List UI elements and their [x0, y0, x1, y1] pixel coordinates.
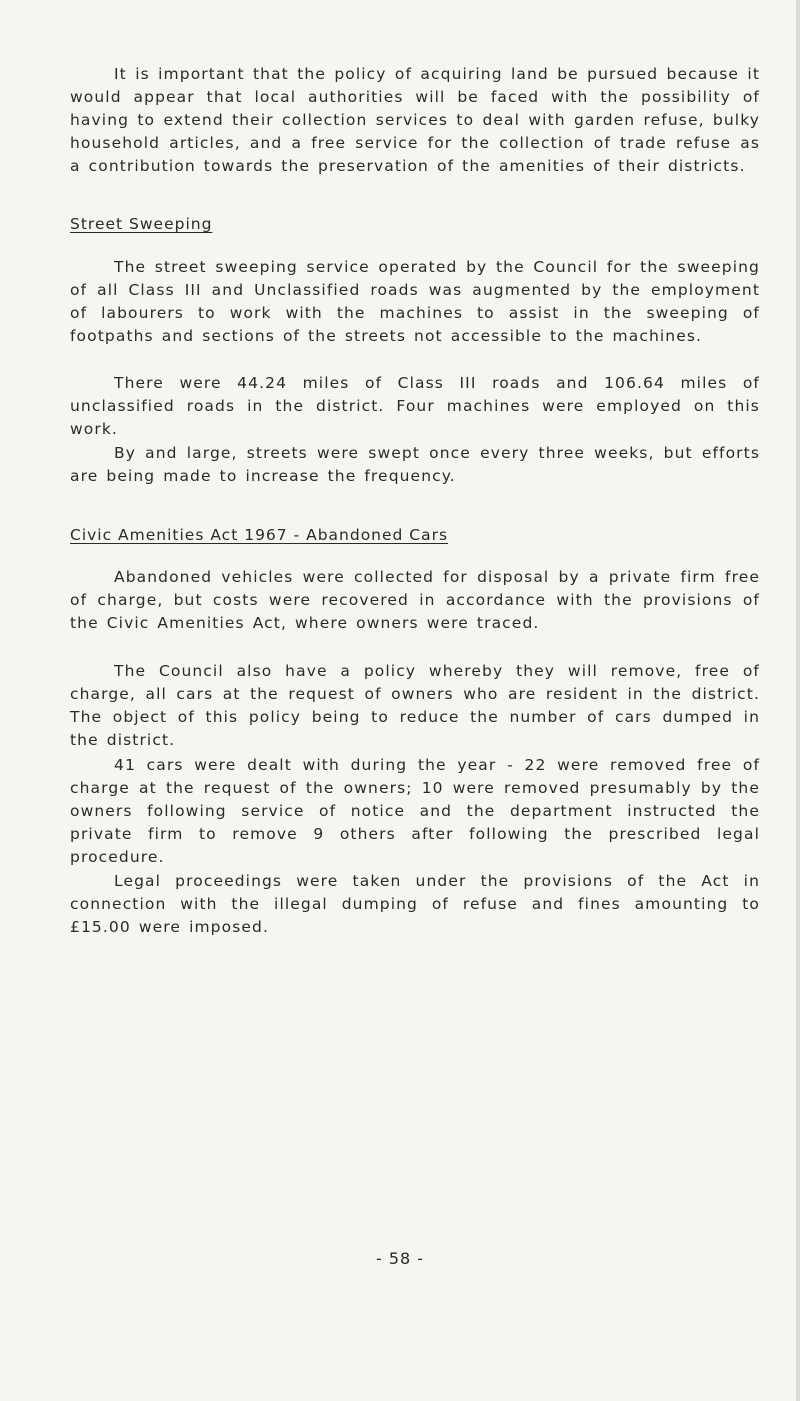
street-sweeping-section-3 [70, 442, 760, 488]
street-sweeping-paragraph-2: There were 44.24 miles of Class III roads and 106.64 miles of unclassified roads in the district. Four machines were employed on this work. [70, 374, 760, 438]
street-sweeping-section-2 [70, 372, 760, 441]
civic-amenities-section-4 [70, 870, 760, 939]
civic-amenities-heading: Civic Amenities Act 1967 - Abandoned Cars [70, 526, 449, 544]
street-sweeping-paragraph-1: The street sweeping service operated by the Council for the sweeping of all Class III and Unclassified roads was augmented by the employment of labourers to work with the machines to assist in the sweeping of footpaths and sections of the streets not accessible to the machines. [70, 258, 760, 345]
intro-paragraph: It is important that the policy of acquiring land be pursued because it would appear that local authorities will be faced with the possibility of having to extend their collection services to deal with garden refuse, bulky household articles, and a free service for the collection of trade refuse as a contribution towards the preservation of the amenities of their districts. [70, 65, 760, 175]
civic-amenities-paragraph-4: Legal proceedings were taken under the provisions of the Act in connection with the illegal dumping of refuse and fines amounting to £15.00 were imposed. [70, 872, 760, 936]
civic-amenities-section-2 [70, 660, 760, 752]
street-sweeping-section [70, 256, 760, 348]
intro-section [70, 63, 760, 178]
civic-amenities-paragraph-2: The Council also have a policy whereby they will remove, free of charge, all cars at the request of owners who are resident in the district. The object of this policy being to reduce the number of cars dumped in the district. [70, 662, 760, 749]
civic-amenities-paragraph-3: 41 cars were dealt with during the year - 22 were removed free of charge at the request of the owners; 10 were removed presumably by the owners following service of notice and the department instructed the private firm to remove 9 others after following the prescribed legal procedure. [70, 756, 760, 866]
street-sweeping-paragraph-3: By and large, streets were swept once every three weeks, but efforts are being made to increase the frequency. [70, 444, 760, 485]
civic-amenities-section-3 [70, 754, 760, 869]
civic-amenities-section-1 [70, 566, 760, 635]
civic-amenities-paragraph-1: Abandoned vehicles were collected for disposal by a private firm free of charge, but costs were recovered in accordance with the provisions of the Civic Amenities Act, where owners were traced. [70, 568, 760, 632]
street-sweeping-heading: Street Sweeping [70, 215, 213, 233]
page-number: - 58 - [375, 1249, 425, 1268]
page-edge-shadow [796, 0, 800, 1401]
